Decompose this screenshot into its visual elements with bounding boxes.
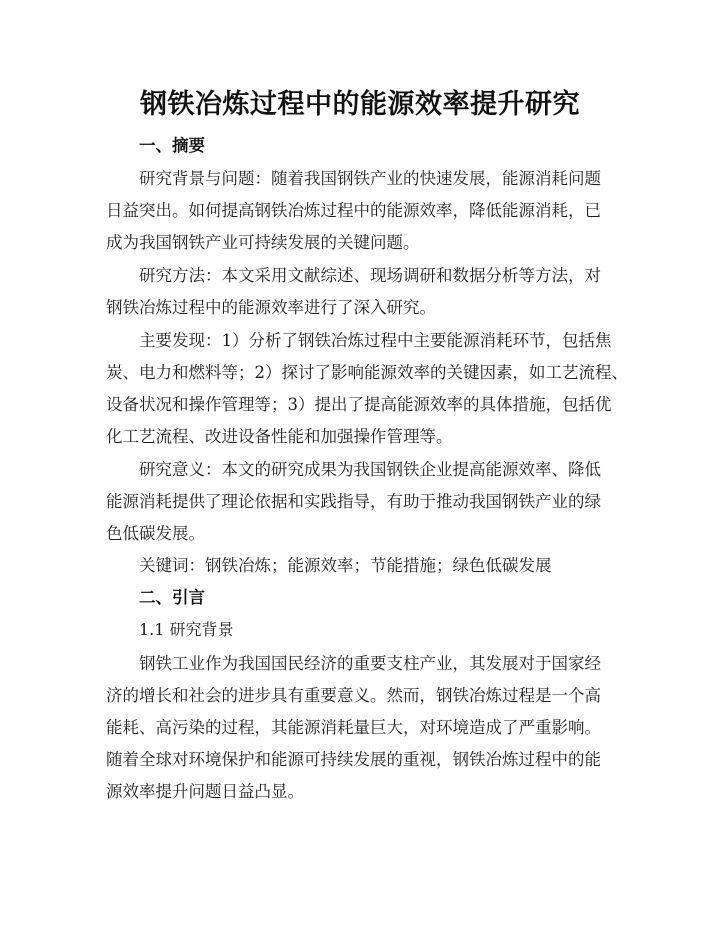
document-title: 钢铁冶炼过程中的能源效率提升研究 bbox=[140, 89, 580, 120]
paragraph-line: 能耗、高污染的过程，其能源消耗量巨大，对环境造成了严重影响。 bbox=[106, 718, 601, 737]
paragraph-line: 成为我国钢铁产业可持续发展的关键问题。 bbox=[106, 233, 420, 252]
paragraph-line: 色低碳发展。 bbox=[106, 524, 205, 543]
paragraph-line: 研究背景与问题：随着我国钢铁产业的快速发展，能源消耗问题 bbox=[139, 169, 601, 188]
paragraph-line: 化工艺流程、改进设备性能和加强操作管理等。 bbox=[106, 427, 453, 446]
section-heading-introduction: 二、引言 bbox=[139, 588, 205, 607]
paragraph-line: 钢铁冶炼过程中的能源效率进行了深入研究。 bbox=[106, 298, 436, 317]
paragraph-line: 研究方法：本文采用文献综述、现场调研和数据分析等方法，对 bbox=[139, 266, 601, 285]
keywords-line: 关键词：钢铁冶炼；能源效率；节能措施；绿色低碳发展 bbox=[139, 556, 552, 575]
paragraph-line: 钢铁工业作为我国国民经济的重要支柱产业，其发展对于国家经 bbox=[139, 654, 601, 673]
paragraph-line: 主要发现：1）分析了钢铁冶炼过程中主要能源消耗环节，包括焦 bbox=[139, 331, 612, 350]
subsection-heading-background: 1.1 研究背景 bbox=[139, 620, 234, 639]
section-heading-abstract: 一、摘要 bbox=[139, 136, 205, 155]
paragraph-line: 随着全球对环境保护和能源可持续发展的重视，钢铁冶炼过程中的能 bbox=[106, 750, 601, 769]
paragraph-line: 日益突出。如何提高钢铁冶炼过程中的能源效率，降低能源消耗，已 bbox=[106, 201, 601, 220]
paragraph-line: 设备状况和操作管理等；3）提出了提高能源效率的具体措施，包括优 bbox=[106, 395, 612, 414]
paragraph-line: 研究意义：本文的研究成果为我国钢铁企业提高能源效率、降低 bbox=[139, 460, 601, 479]
paragraph-line: 能源消耗提供了理论依据和实践指导，有助于推动我国钢铁产业的绿 bbox=[106, 492, 601, 511]
paragraph-line: 源效率提升问题日益凸显。 bbox=[106, 782, 304, 801]
paragraph-line: 炭、电力和燃料等；2）探讨了影响能源效率的关键因素，如工艺流程、 bbox=[106, 363, 628, 382]
paragraph-line: 济的增长和社会的进步具有重要意义。然而，钢铁冶炼过程是一个高 bbox=[106, 686, 601, 705]
